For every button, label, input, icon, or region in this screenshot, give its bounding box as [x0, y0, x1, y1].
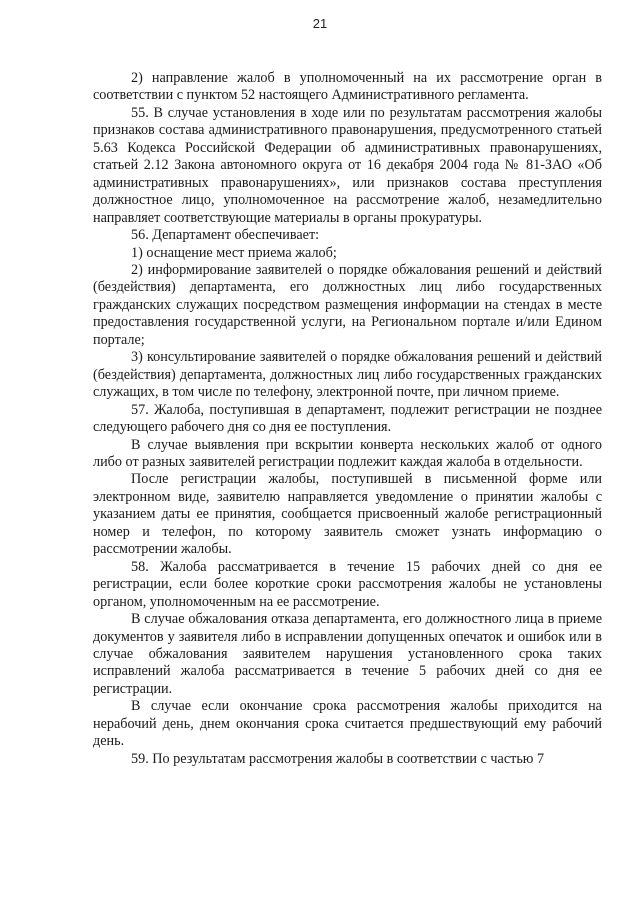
paragraph-57-part-3: После регистрации жалобы, поступившей в письменной форме или электронном виде, заявителю направляется уведомление о принятии жалобы с указанием даты ее принятия, сообщается присвоенный жалобе регистрационный номер и телефон, по которому заявитель сможет узнать информацию о рассмотрении жалобы. — [93, 471, 602, 558]
paragraph-58: 58. Жалоба рассматривается в течение 15 рабочих дней со дня ее регистрации, если более короткие сроки рассмотрения жалобы не установлены органом, уполномоченным на ее рассмотрение. — [93, 558, 602, 610]
paragraph-56-item-2: 2) информирование заявителей о порядке обжалования решений и действий (бездействия) департамента, его должностных лиц либо государственных гражданских служащих посредством размещения информации на стендах в месте предоставления государственной услуги, на Региональном портале и/или Едином портале; — [93, 261, 602, 348]
paragraph-55: 55. В случае установления в ходе или по результатам рассмотрения жалобы признаков состава административного правонарушения, предусмотренного статьей 5.63 Кодекса Российской Федерации об административных правонарушениях, статьей 2.12 Закона автономного округа от 16 декабря 2004 года № 81-ЗАО «Об административных правонарушениях», или признаков состава преступления должностное лицо, уполномоченное на рассмотрение жалоб, незамедлительно направляет соответствующие материалы в органы прокуратуры. — [93, 104, 602, 226]
paragraph-56-item-1: 1) оснащение мест приема жалоб; — [131, 244, 337, 261]
paragraph-57-part-2: В случае выявления при вскрытии конверта нескольких жалоб от одного либо от разных заявителей регистрации подлежит каждая жалоба в отдельности. — [93, 436, 602, 470]
paragraph-57: 57. Жалоба, поступившая в департамент, подлежит регистрации не позднее следующего рабочего дня со дня ее поступления. — [93, 401, 602, 436]
document-body — [93, 70, 602, 768]
page-number: 21 — [312, 16, 328, 31]
paragraph-58-part-2: В случае обжалования отказа департамента, его должностного лица в приеме документов у заявителя либо в исправлении допущенных опечаток и ошибок или в случае обжалования заявителем нарушения установленного срока таких исправлений жалоба рассматривается в течение 5 рабочих дней со дня ее регистрации. — [93, 611, 602, 697]
paragraph-59: 59. По результатам рассмотрения жалобы в соответствии с частью 7 — [131, 750, 545, 767]
paragraph-56: 56. Департамент обеспечивает: — [131, 227, 320, 244]
paragraph-56-item-3: 3) консультирование заявителей о порядке обжалования решений и действий (бездействия) департамента, должностных лиц либо государственных гражданских служащих, в том числе по телефону, электронной почте, при личном приеме. — [93, 349, 602, 401]
paragraph-item-2: 2) направление жалоб в уполномоченный на их рассмотрение орган в соответствии с пунктом 52 настоящего Административного регламента. — [93, 70, 602, 104]
paragraph-58-part-3: В случае если окончание срока рассмотрения жалобы приходится на нерабочий день, днем окончания срока считается предшествующий ему рабочий день. — [93, 698, 602, 750]
